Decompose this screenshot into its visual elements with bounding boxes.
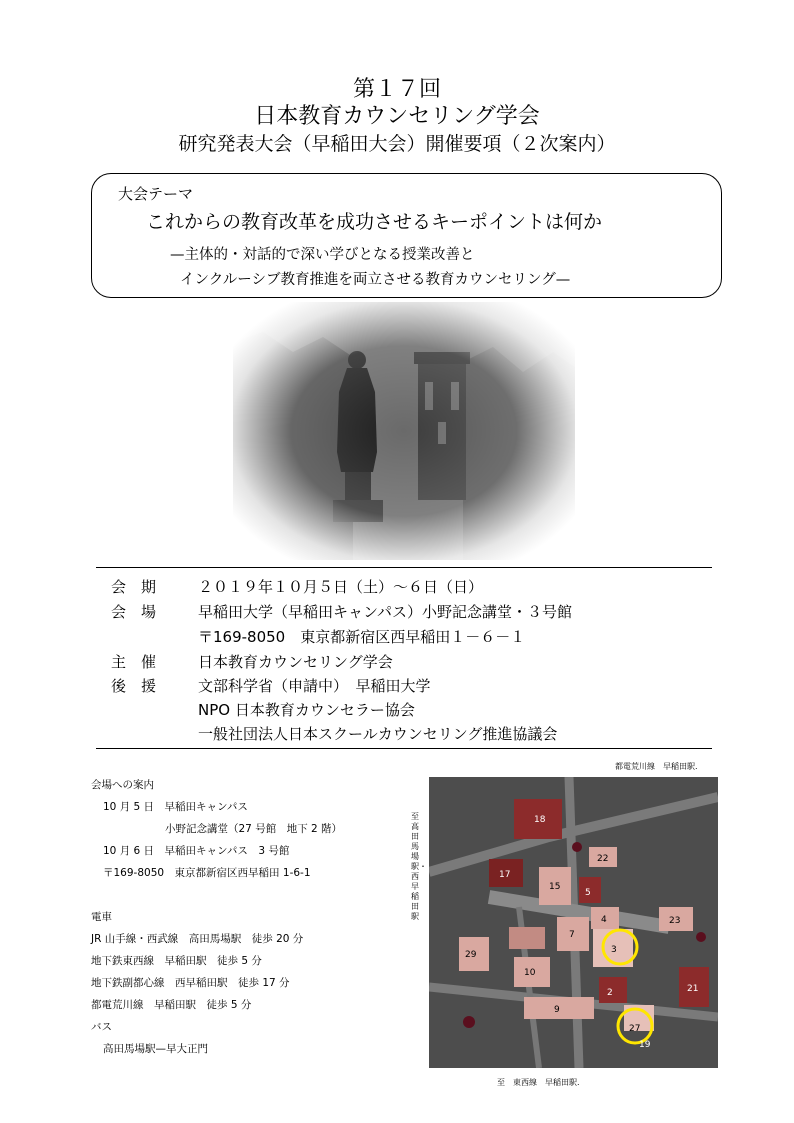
train-fukutoshin: 地下鉄副都心線 西早稲田駅 徒歩 17 分	[91, 977, 290, 989]
campus-map	[429, 777, 718, 1068]
campus-statue-photo	[233, 302, 575, 560]
host-value: 日本教育カウンセリング学会	[198, 653, 393, 671]
divider-top	[96, 567, 712, 568]
bus-heading: バス	[91, 1021, 112, 1033]
support-value-2: NPO 日本教育カウンセラー協会	[198, 701, 415, 719]
train-jr: JR 山手線・西武線 高田馬場駅 徒歩 20 分	[91, 933, 304, 945]
host-label: 主 催	[111, 653, 157, 671]
map-building-label: 7	[569, 930, 575, 940]
map-building-label: 4	[601, 915, 607, 925]
guide-day1-place: 小野記念講堂（27 号館 地下 2 階）	[165, 823, 343, 835]
train-arakawa: 都電荒川線 早稲田駅 徒歩 5 分	[91, 999, 252, 1011]
guide-heading: 会場への案内	[91, 779, 154, 791]
bus-route: 高田馬場駅—早大正門	[103, 1043, 208, 1055]
support-value-3: 一般社団法人日本スクールカウンセリング推進協議会	[198, 725, 558, 743]
support-value-1: 文部科学省（申請中） 早稲田大学	[198, 677, 431, 695]
train-tozai: 地下鉄東西線 早稲田駅 徒歩 5 分	[91, 955, 262, 967]
map-building-label: 27	[629, 1024, 641, 1034]
map-building-label: 22	[597, 854, 609, 864]
theme-box	[91, 173, 722, 298]
map-building-label: 3	[611, 945, 617, 955]
society-title: 日本教育カウンセリング学会	[254, 104, 540, 129]
map-building-label: 15	[549, 882, 561, 892]
theme-subtitle-2: インクルーシブ教育推進を両立させる教育カウンセリング—	[180, 272, 571, 288]
guide-address: 〒169-8050 東京都新宿区西早稲田 1-6-1	[103, 867, 311, 879]
theme-label: 大会テーマ	[118, 185, 194, 203]
theme-subtitle-1: —主体的・対話的で深い学びとなる授業改善と	[170, 247, 475, 263]
train-heading: 電車	[91, 911, 112, 923]
divider-bottom	[96, 748, 712, 749]
map-building-label: 29	[465, 950, 477, 960]
statue-and-tower-image	[233, 302, 575, 560]
map-building-label: 19	[639, 1040, 651, 1050]
support-label: 後 援	[111, 677, 157, 695]
guide-day1: 10 月 5 日 早稲田キャンパス	[103, 801, 248, 813]
map-top-label: 都電荒川線 早稲田駅.	[615, 762, 698, 771]
map-side-label: 至高田馬場駅・西早稲田駅	[411, 812, 427, 921]
map-building-label: 23	[669, 916, 681, 926]
edition-title: 第１７回	[352, 77, 441, 102]
map-building-label: 10	[524, 968, 536, 978]
venue-label: 会 場	[111, 603, 157, 621]
period-label: 会 期	[111, 578, 157, 596]
map-building-label: 2	[607, 988, 613, 998]
map-building-label: 5	[585, 888, 591, 898]
conference-subtitle: 研究発表大会（早稲田大会）開催要項（２次案内）	[178, 133, 616, 155]
theme-main: これからの教育改革を成功させるキーポイントは何か	[146, 211, 603, 233]
map-bottom-label: 至 東西線 早稲田駅.	[497, 1078, 580, 1087]
venue-address: 〒169-8050 東京都新宿区西早稲田１－６－１	[198, 628, 526, 646]
map-building-label: 21	[687, 984, 699, 994]
period-value: ２０１９年１０月５日（土）～６日（日）	[198, 578, 484, 596]
map-building-label: 17	[499, 870, 511, 880]
map-building-label: 18	[534, 815, 546, 825]
guide-day2: 10 月 6 日 早稲田キャンパス 3 号館	[103, 845, 290, 857]
map-building-label: 9	[554, 1005, 560, 1015]
campus-map-drawing	[429, 777, 718, 1068]
venue-value: 早稲田大学（早稲田キャンパス）小野記念講堂・３号館	[198, 603, 572, 621]
